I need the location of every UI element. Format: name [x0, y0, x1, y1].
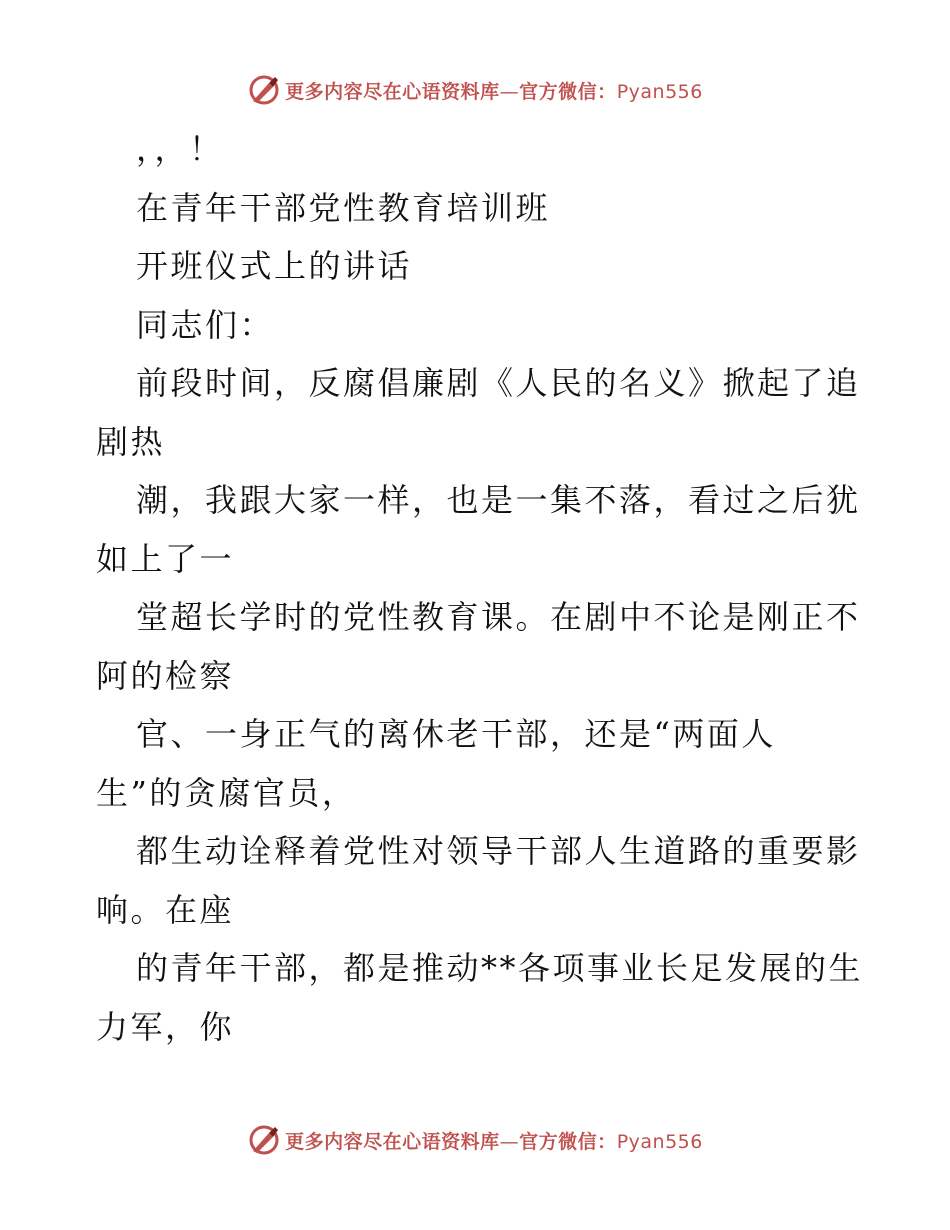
pen-logo-icon: [247, 1123, 281, 1157]
document-title-line-1: 在青年干部党性教育培训班: [136, 188, 551, 227]
text-line: 阿的检察: [96, 656, 235, 695]
banner-wechat-id: Pyan556: [616, 1130, 703, 1153]
banner-wechat-id: Pyan556: [616, 80, 703, 103]
text-line: 都生动诠释着党性对领导干部人生道路的重要影: [136, 832, 861, 870]
document-title-line-2: 开班仪式上的讲话: [136, 247, 413, 285]
banner-separator: —: [499, 1130, 520, 1153]
banner-brand: 更多内容尽在心语资料库: [285, 80, 500, 103]
text-line: 力军，你: [96, 1007, 235, 1046]
text-line: 生”的贪腐官员，: [96, 773, 357, 812]
text-line: 响。在座: [96, 890, 235, 929]
document-body: [96, 120, 864, 1056]
banner-suffix: 官方微信：: [519, 1130, 617, 1153]
banner-suffix: 官方微信：: [519, 80, 617, 103]
header-banner: [0, 70, 950, 110]
banner-brand: 更多内容尽在心语资料库: [285, 1130, 500, 1153]
text-line: 的青年干部，都是推动**各项事业长足发展的生: [136, 949, 864, 987]
banner-text: [285, 1127, 703, 1154]
text-line: 官、一身正气的离休老干部，还是“两面人: [136, 715, 776, 753]
text-line: ，，！: [136, 130, 224, 168]
text-line: 剧热: [96, 422, 166, 461]
banner-separator: —: [499, 80, 520, 103]
text-line: 堂超长学时的党性教育课。在剧中不论是刚正不: [136, 598, 861, 636]
salutation: 同志们：: [136, 305, 275, 344]
text-line: 潮，我跟大家一样，也是一集不落，看过之后犹: [136, 481, 861, 519]
banner-text: [285, 77, 703, 104]
footer-banner: [0, 1120, 950, 1160]
text-line: 前段时间，反腐倡廉剧《人民的名义》掀起了追: [136, 364, 861, 402]
pen-logo-icon: [247, 73, 281, 107]
text-line: 如上了一: [96, 539, 235, 578]
